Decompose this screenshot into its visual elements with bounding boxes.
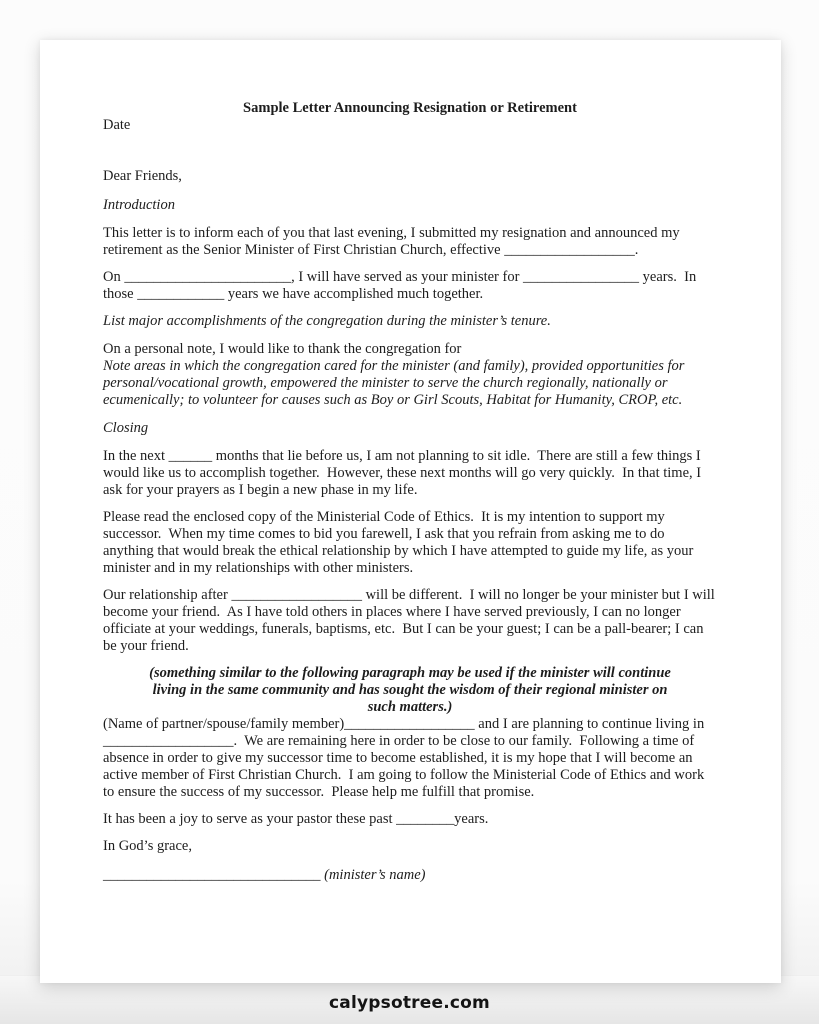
section-heading-closing: Closing xyxy=(103,420,149,436)
paragraph-on-date: On _______________________, I will have served as your minister for ________________ years. In those ____________ years we have accomplished much together. xyxy=(103,269,700,302)
salutation: Dear Friends, xyxy=(103,168,182,184)
paragraph-intro: This letter is to inform each of you that last evening, I submitted my resignation and announced my retirement as the Senior Minister of First Christian Church, effective __________________. xyxy=(103,225,684,258)
paragraph-partner-plans: (Name of partner/spouse/family member)__________________ and I are planning to continue living in __________________. We are remaining here in order to be close to our family. Following a time of absence in order to give my successor time to become established, it is my hope that I will become an active member of First Christian Church. I am going to follow the Ministerial Code of Ethics and work to ensure the success of my successor. Please help me fulfill that promise. xyxy=(103,716,708,800)
note-areas-of-care: Note areas in which the congregation cared for the minister (and family), provided opportunities for personal/vocational growth, empowered the minister to serve the church regionally, nationally or ecumenically; to volunteer for causes such as Boy or Girl Scouts, Habitat for Humanity, CROP, etc. xyxy=(103,358,689,408)
paragraph-code-of-ethics: Please read the enclosed copy of the Ministerial Code of Ethics. It is my intention to support my successor. When my time comes to bid you farewell, I ask that you refrain from asking me to do anything that would break the ethical relationship by which I have attempted to guide my life, as your minister and in my relationships with other ministers. xyxy=(103,509,697,576)
note-accomplishments: List major accomplishments of the congregation during the minister’s tenure. xyxy=(103,313,551,329)
date-line: Date xyxy=(103,117,131,133)
site-name: calypsotree.com xyxy=(329,993,490,1013)
paragraph-personal-note-lead: On a personal note, I would like to thank the congregation for xyxy=(103,341,462,357)
signature-label: (minister’s name) xyxy=(320,867,426,883)
note-continue-living: (something similar to the following paragraph may be used if the minister will continue living in the same community and has sought the wisdom of their regional minister on such matters.) xyxy=(149,665,675,715)
signoff: In God’s grace, xyxy=(103,838,192,854)
section-heading-introduction: Introduction xyxy=(103,197,175,213)
paragraph-joy: It has been a joy to serve as your pastor these past ________years. xyxy=(103,811,489,827)
paragraph-next-months: In the next ______ months that lie before us, I am not planning to sit idle. There are still a few things I would like us to accomplish together. However, these next months will go very quickly. In that time, I ask for your prayers as I begin a new phase in my life. xyxy=(103,448,705,498)
signature-blank: ______________________________ xyxy=(103,867,321,883)
letter-title: Sample Letter Announcing Resignation or Retirement xyxy=(243,100,577,116)
paragraph-relationship: Our relationship after __________________ will be different. I will no longer be your minister but I will become your friend. As I have told others in places where I have served previously, I can no longer officiate at your weddings, funerals, baptisms, etc. But I can be your guest; I can be a pall-bearer; I can be your friend. xyxy=(103,587,719,654)
signature-line xyxy=(103,867,717,884)
letter-page xyxy=(40,40,781,983)
